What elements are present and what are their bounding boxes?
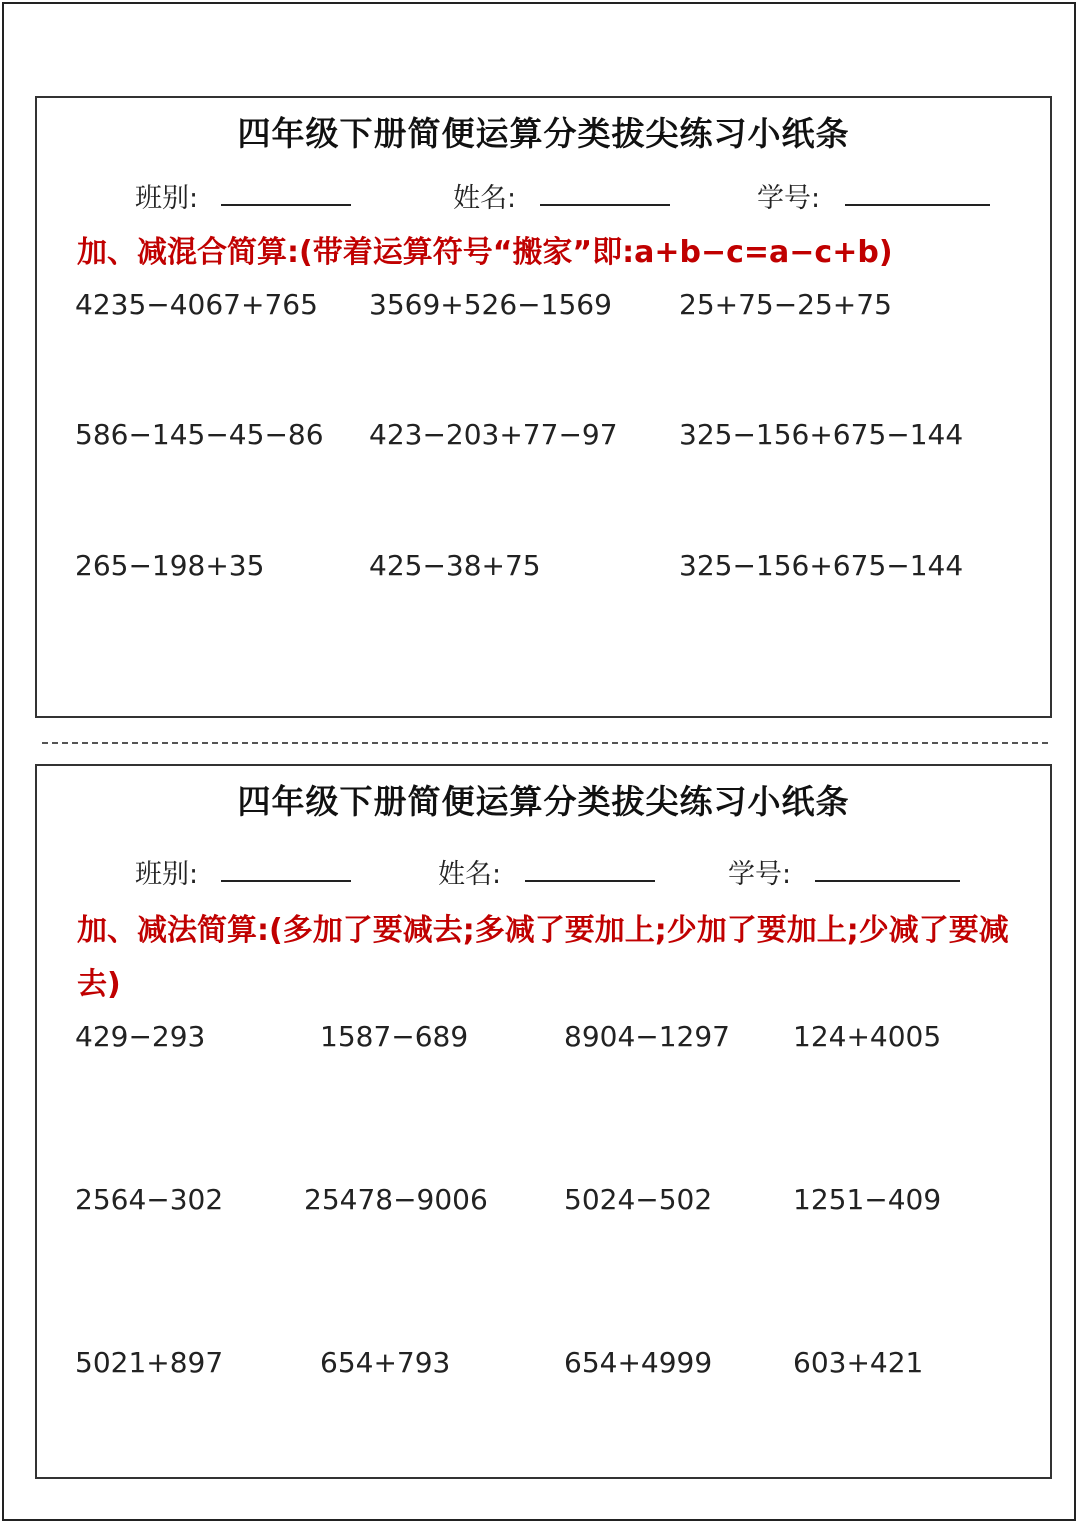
problem-item: 425−38+75 bbox=[369, 549, 541, 582]
problem-item: 5021+897 bbox=[75, 1346, 224, 1379]
problem-item: 25478−9006 bbox=[304, 1183, 488, 1216]
worksheet-title: 四年级下册简便运算分类拔尖练习小纸条 bbox=[237, 782, 850, 821]
problem-item: 4235−4067+765 bbox=[75, 288, 318, 321]
name-label: 姓名: bbox=[453, 183, 517, 214]
class-field[interactable] bbox=[221, 880, 351, 882]
problem-item: 25+75−25+75 bbox=[679, 288, 892, 321]
problem-item: 265−198+35 bbox=[75, 549, 265, 582]
problem-item: 124+4005 bbox=[793, 1020, 942, 1053]
problem-item: 2564−302 bbox=[75, 1183, 224, 1216]
worksheet-strip-1 bbox=[35, 96, 1052, 718]
problem-item: 423−203+77−97 bbox=[369, 418, 618, 451]
class-label: 班别: bbox=[135, 859, 199, 890]
class-label: 班别: bbox=[135, 183, 199, 214]
problem-item: 5024−502 bbox=[564, 1183, 713, 1216]
class-field[interactable] bbox=[221, 204, 351, 206]
name-field[interactable] bbox=[540, 204, 670, 206]
problem-item: 654+793 bbox=[320, 1346, 451, 1379]
problem-item: 603+421 bbox=[793, 1346, 924, 1379]
problem-item: 8904−1297 bbox=[564, 1020, 730, 1053]
problem-item: 1587−689 bbox=[320, 1020, 469, 1053]
worksheet-strip-2 bbox=[35, 764, 1052, 1479]
student-number-field[interactable] bbox=[815, 880, 960, 882]
student-number-field[interactable] bbox=[845, 204, 990, 206]
cut-line bbox=[42, 742, 1048, 744]
name-label: 姓名: bbox=[438, 859, 502, 890]
problem-item: 1251−409 bbox=[793, 1183, 942, 1216]
problem-item: 325−156+675−144 bbox=[679, 418, 964, 451]
problem-item: 3569+526−1569 bbox=[369, 288, 612, 321]
problem-item: 586−145−45−86 bbox=[75, 418, 324, 451]
instruction-text: 加、减混合简算:(带着运算符号“搬家”即:a+b−c=a−c+b) bbox=[77, 235, 893, 270]
problem-item: 654+4999 bbox=[564, 1346, 713, 1379]
name-field[interactable] bbox=[525, 880, 655, 882]
problem-item: 429−293 bbox=[75, 1020, 206, 1053]
problem-item: 325−156+675−144 bbox=[679, 549, 964, 582]
student-number-label: 学号: bbox=[728, 859, 792, 890]
worksheet-title: 四年级下册简便运算分类拔尖练习小纸条 bbox=[237, 114, 850, 153]
student-number-label: 学号: bbox=[757, 183, 821, 214]
instruction-text: 加、减法简算:(多加了要减去;多减了要加上;少加了要加上;少减了要减去) bbox=[77, 913, 1009, 1002]
